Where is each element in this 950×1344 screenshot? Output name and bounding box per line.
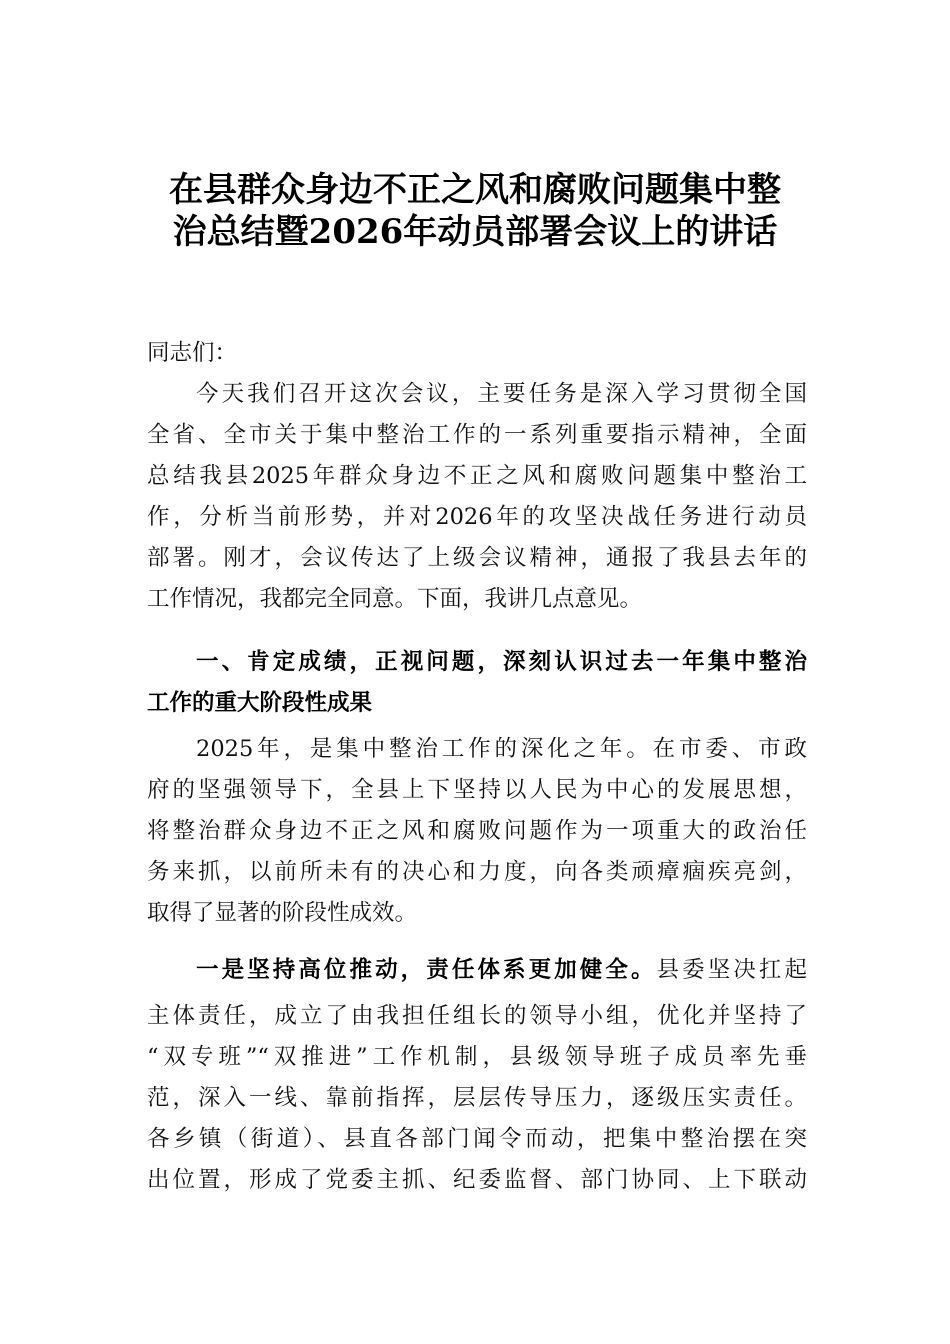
section-heading-line-2: 工作的重大阶段性成果 (147, 690, 373, 716)
section1-para-line-5: 取得了显著的阶段性成效。 (147, 900, 418, 926)
point1-line-5: 各乡镇（街道）、县直各部门闻令而动，把集中整治摆在突 (147, 1126, 807, 1152)
point1-line-4: 范，深入一线、靠前指挥，层层传导压力，逐级压实责任。 (147, 1085, 807, 1111)
section1-para-line-1: 2025年，是集中整治工作的深化之年。在市委、市政 (196, 736, 807, 762)
salutation: 同志们： (147, 340, 238, 366)
intro-line-4: 作，分析当前形势，并对2026年的攻坚决战任务进行动员 (147, 504, 807, 530)
point1-line-6: 出位置，形成了党委主抓、纪委监督、部门协同、上下联动 (147, 1167, 807, 1193)
intro-line-1: 今天我们召开这次会议，主要任务是深入学习贯彻全国 (196, 381, 807, 407)
intro-line-5: 部署。刚才，会议传达了上级会议精神，通报了我县去年的 (147, 545, 807, 571)
document-title-line-2: 治总结暨2026年动员部署会议上的讲话 (172, 212, 778, 252)
intro-line-2: 全省、全市关于集中整治工作的一系列重要指示精神，全面 (147, 422, 807, 448)
section1-para-line-2: 府的坚强领导下，全县上下坚持以人民为中心的发展思想， (147, 777, 807, 803)
point1-bold-lead: 一是坚持高位推动，责任体系更加健全。 (196, 957, 657, 983)
intro-line-6: 工作情况，我都完全同意。下面，我讲几点意见。 (147, 586, 643, 612)
intro-line-3: 总结我县2025年群众身边不正之风和腐败问题集中整治工 (147, 463, 807, 489)
point1-line-3: “双专班”“双推进”工作机制，县级领导班子成员率先垂 (147, 1044, 807, 1070)
point1-line-1 (196, 955, 807, 985)
point1-line-2: 主体责任，成立了由我担任组长的领导小组，优化并坚持了 (147, 1003, 807, 1029)
point1-first-line-rest: 县委坚决扛起 (656, 957, 807, 983)
document-title-line-1: 在县群众身边不正之风和腐败问题集中整 (169, 170, 781, 210)
section-heading-line-1: 一、肯定成绩，正视问题，深刻认识过去一年集中整治 (196, 649, 807, 675)
section1-para-line-3: 将整治群众身边不正之风和腐败问题作为一项重大的政治任 (147, 818, 807, 844)
section1-para-line-4: 务来抓，以前所未有的决心和力度，向各类顽瘴痼疾亮剑， (147, 859, 807, 885)
